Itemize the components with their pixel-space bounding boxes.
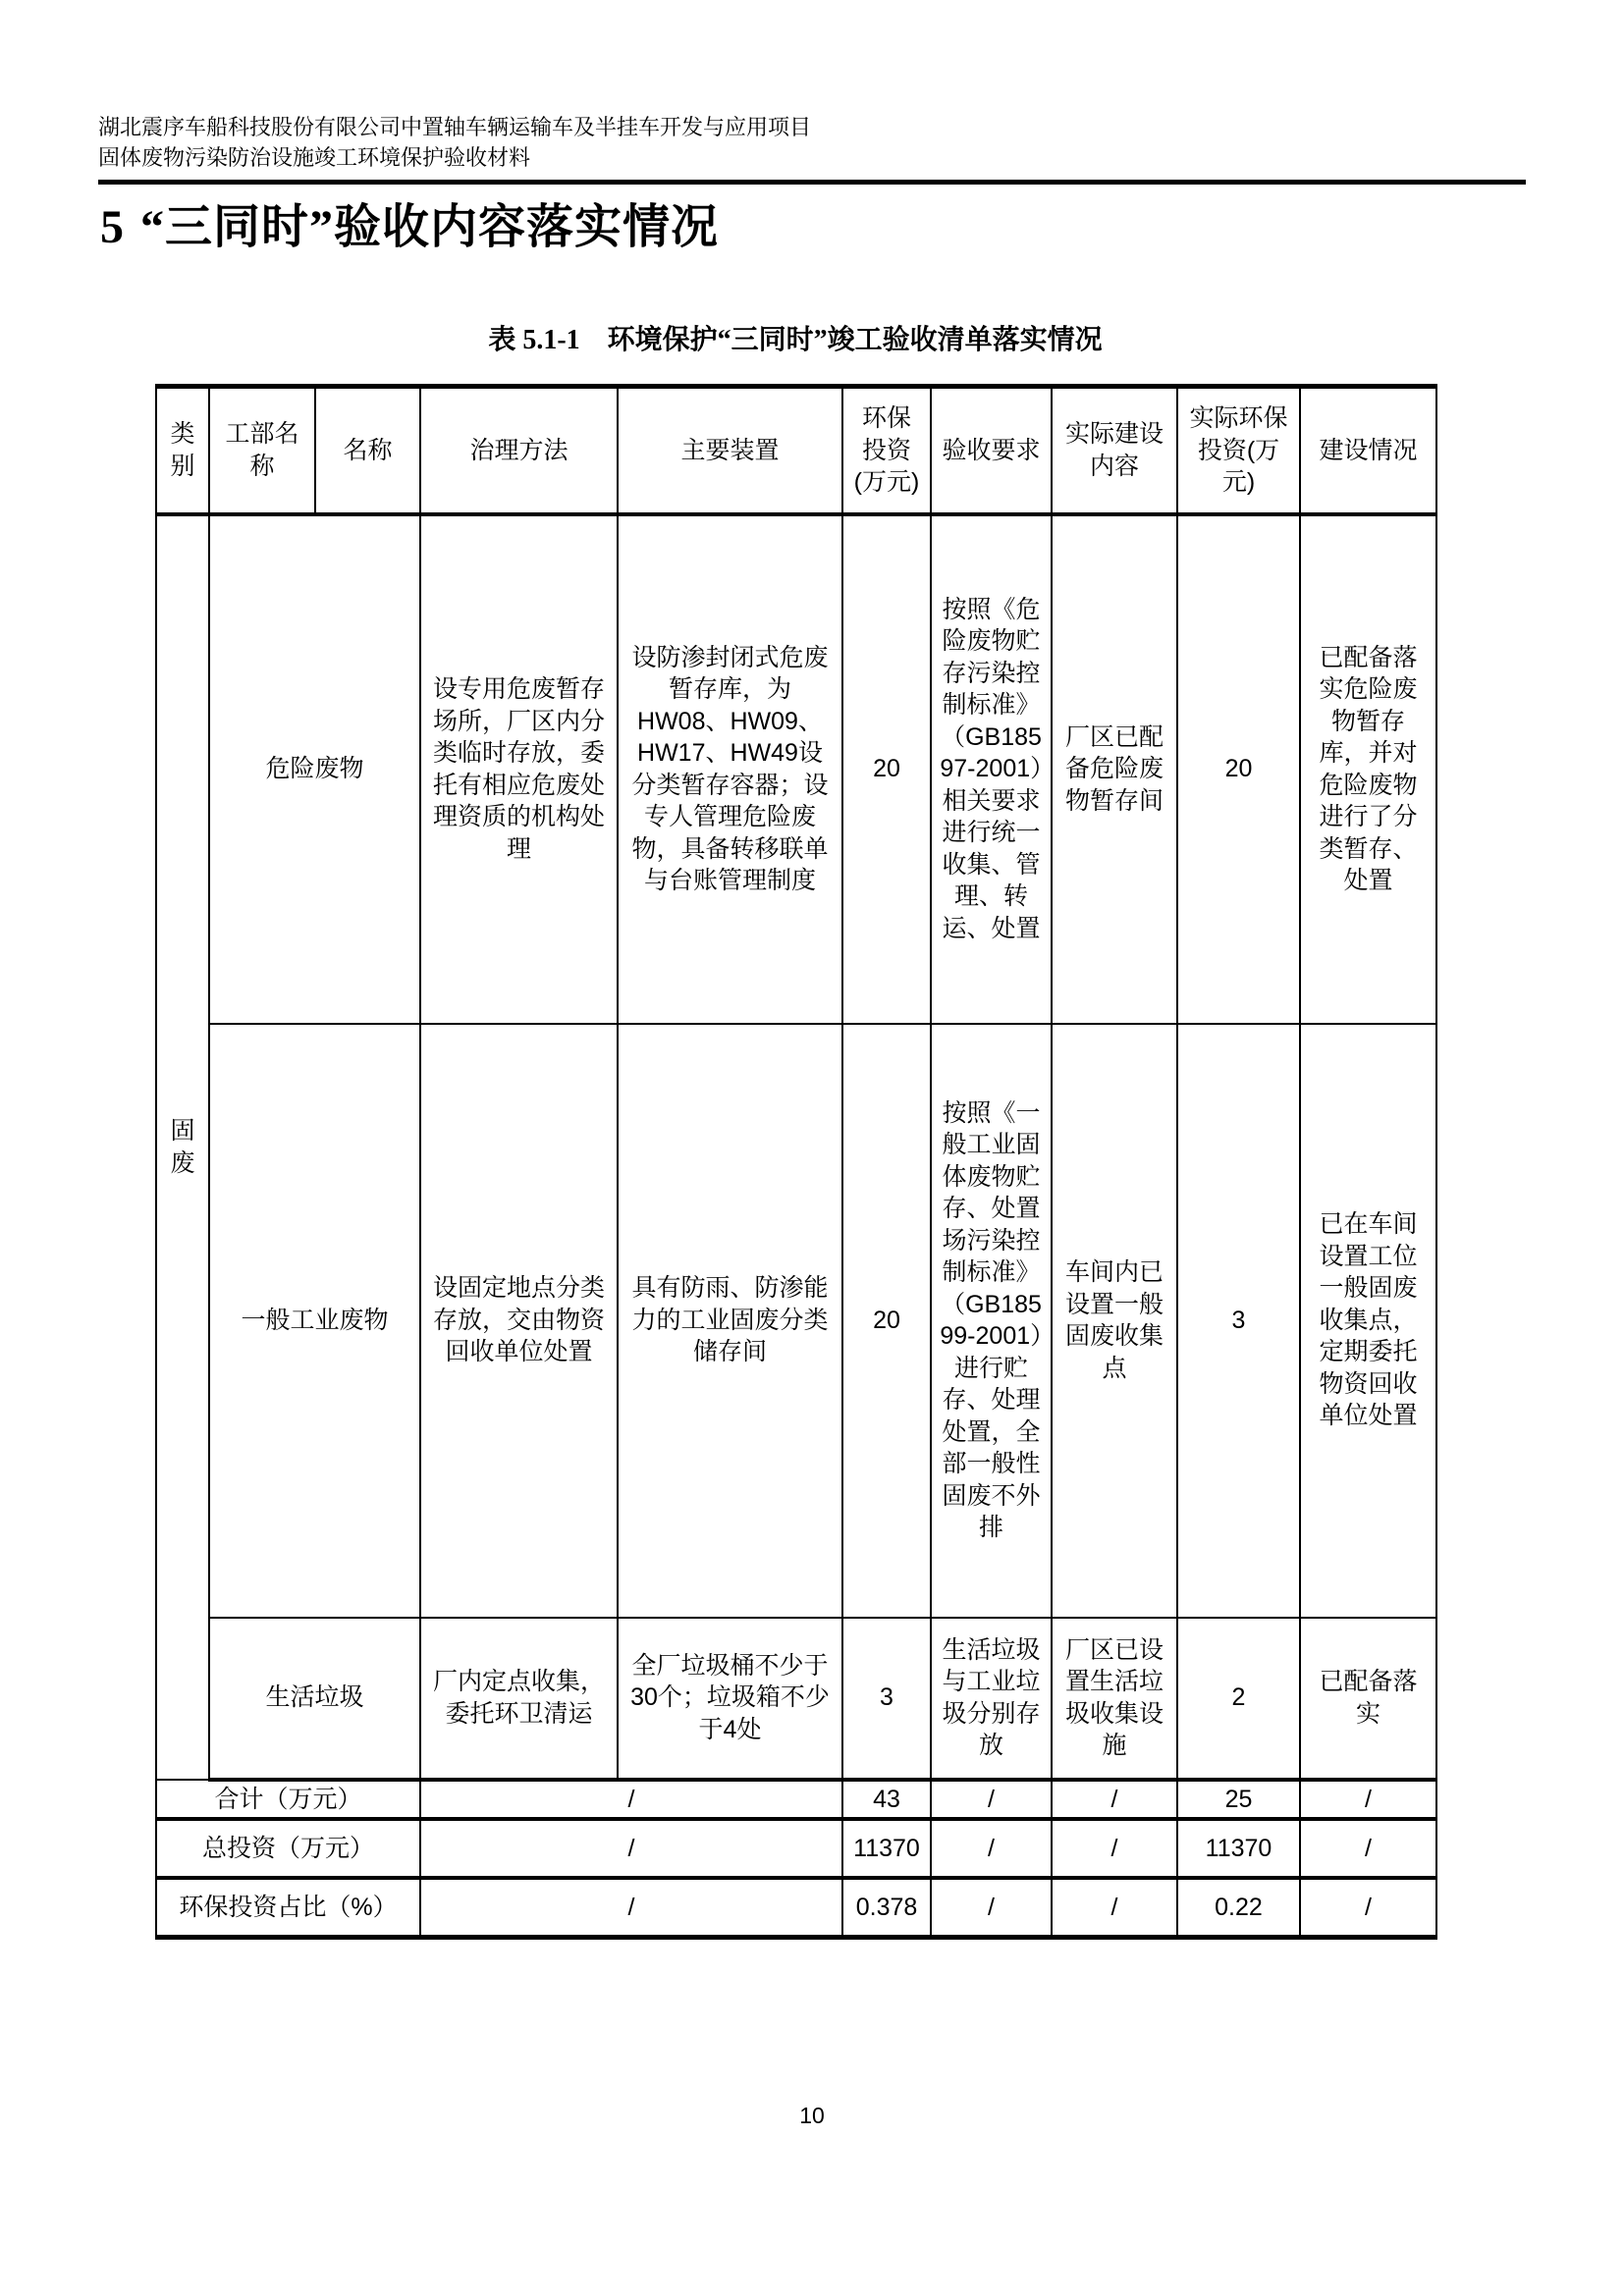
table-row-hazardous-waste xyxy=(156,514,1436,1024)
cell-summary-label: 合计（万元） xyxy=(156,1780,420,1820)
cell-investment: 20 xyxy=(842,1024,931,1618)
cell-actual-construction: 厂区已配备危险废物暂存间 xyxy=(1052,514,1177,1024)
cell-summary-label: 总投资（万元） xyxy=(156,1819,420,1878)
cell-summary-status: / xyxy=(1300,1780,1436,1820)
col-header-status: 建设情况 xyxy=(1300,387,1436,514)
cell-investment: 20 xyxy=(842,514,931,1024)
summary-row-investment-ratio xyxy=(156,1878,1436,1937)
cell-actual-construction: 车间内已设置一般固废收集点 xyxy=(1052,1024,1177,1618)
cell-actual-investment: 3 xyxy=(1177,1024,1300,1618)
header-rule xyxy=(98,180,1526,185)
cell-summary-label: 环保投资占比（%） xyxy=(156,1878,420,1937)
cell-summary-method: / xyxy=(420,1780,842,1820)
cell-summary-method: / xyxy=(420,1819,842,1878)
cell-equipment: 全厂垃圾桶不少于30个；垃圾箱不少于4处 xyxy=(618,1618,842,1780)
cell-equipment: 设防渗封闭式危废暂存库，为HW08、HW09、HW17、HW49设分类暂存容器；设专人管理危险废物，具备转移联单与台账管理制度 xyxy=(618,514,842,1024)
cell-requirement: 生活垃圾与工业垃圾分别存放 xyxy=(931,1618,1052,1780)
cell-summary-investment: 0.378 xyxy=(842,1878,931,1937)
cell-summary-investment: 11370 xyxy=(842,1819,931,1878)
table-caption: 表 5.1-1 环境保护“三同时”竣工验收清单落实情况 xyxy=(488,325,1103,355)
cell-summary-investment: 43 xyxy=(842,1780,931,1820)
cell-summary-requirement: / xyxy=(931,1780,1052,1820)
summary-row-total xyxy=(156,1780,1436,1820)
cell-actual-investment: 2 xyxy=(1177,1618,1300,1780)
cell-status: 已在车间设置工位一般固废收集点，定期委托物资回收单位处置 xyxy=(1300,1024,1436,1618)
cell-summary-construction: / xyxy=(1052,1878,1177,1937)
col-header-requirement: 验收要求 xyxy=(931,387,1052,514)
cell-status: 已配备落实 xyxy=(1300,1618,1436,1780)
header-line-1: 湖北震序车船科技股份有限公司中置轴车辆运输车及半挂车开发与应用项目 xyxy=(98,115,812,139)
col-header-actual-investment: 实际环保投资(万元) xyxy=(1177,387,1300,514)
chapter-number: 5 xyxy=(100,201,125,253)
header-line-2: 固体废物污染防治设施竣工环境保护验收材料 xyxy=(98,145,531,170)
page-number: 10 xyxy=(799,2103,825,2128)
cell-requirement: 按照《一般工业固体废物贮存、处置场污染控制标准》（GB18599-2001）进行贮存、处理处置，全部一般性固废不外排 xyxy=(931,1024,1052,1618)
col-header-investment: 环保投资(万元) xyxy=(842,387,931,514)
cell-summary-status: / xyxy=(1300,1819,1436,1878)
cell-summary-requirement: / xyxy=(931,1819,1052,1878)
cell-treatment: 设固定地点分类存放，交由物资回收单位处置 xyxy=(420,1024,618,1618)
cell-name: 危险废物 xyxy=(209,514,420,1024)
cell-name: 生活垃圾 xyxy=(209,1618,420,1780)
cell-summary-construction: / xyxy=(1052,1819,1177,1878)
cell-requirement: 按照《危险废物贮存污染控制标准》（GB18597-2001）相关要求进行统一收集、管理、转运、处置 xyxy=(931,514,1052,1024)
table-header-row xyxy=(156,387,1436,514)
col-header-actual-construction: 实际建设内容 xyxy=(1052,387,1177,514)
cell-summary-requirement: / xyxy=(931,1878,1052,1937)
cell-summary-actual-investment: 25 xyxy=(1177,1780,1300,1820)
cell-investment: 3 xyxy=(842,1618,931,1780)
cell-equipment: 具有防雨、防渗能力的工业固废分类储存间 xyxy=(618,1024,842,1618)
cell-summary-construction: / xyxy=(1052,1780,1177,1820)
cell-category: 固废 xyxy=(156,514,209,1780)
cell-summary-status: / xyxy=(1300,1878,1436,1937)
cell-summary-actual-investment: 11370 xyxy=(1177,1819,1300,1878)
col-header-equipment: 主要装置 xyxy=(618,387,842,514)
cell-actual-investment: 20 xyxy=(1177,514,1300,1024)
cell-summary-actual-investment: 0.22 xyxy=(1177,1878,1300,1937)
verification-table xyxy=(155,384,1437,1940)
col-header-name: 名称 xyxy=(315,387,420,514)
col-header-department: 工部名称 xyxy=(209,387,315,514)
cell-treatment: 厂内定点收集，委托环卫清运 xyxy=(420,1618,618,1780)
chapter-title xyxy=(100,188,1526,256)
cell-status: 已配备落实危险废物暂存库，并对危险废物进行了分类暂存、处置 xyxy=(1300,514,1436,1024)
page-header xyxy=(98,112,1526,173)
table-row-domestic-garbage xyxy=(156,1618,1436,1780)
cell-summary-method: / xyxy=(420,1878,842,1937)
col-header-category: 类别 xyxy=(156,387,209,514)
cell-treatment: 设专用危废暂存场所，厂区内分类临时存放，委托有相应危废处理资质的机构处理 xyxy=(420,514,618,1024)
cell-name: 一般工业废物 xyxy=(209,1024,420,1618)
table-row-general-industrial-waste xyxy=(156,1024,1436,1618)
cell-actual-construction: 厂区已设置生活垃圾收集设施 xyxy=(1052,1618,1177,1780)
chapter-title-text: “三同时”验收内容落实情况 xyxy=(140,201,720,253)
summary-row-total-investment xyxy=(156,1819,1436,1878)
col-header-treatment: 治理方法 xyxy=(420,387,618,514)
